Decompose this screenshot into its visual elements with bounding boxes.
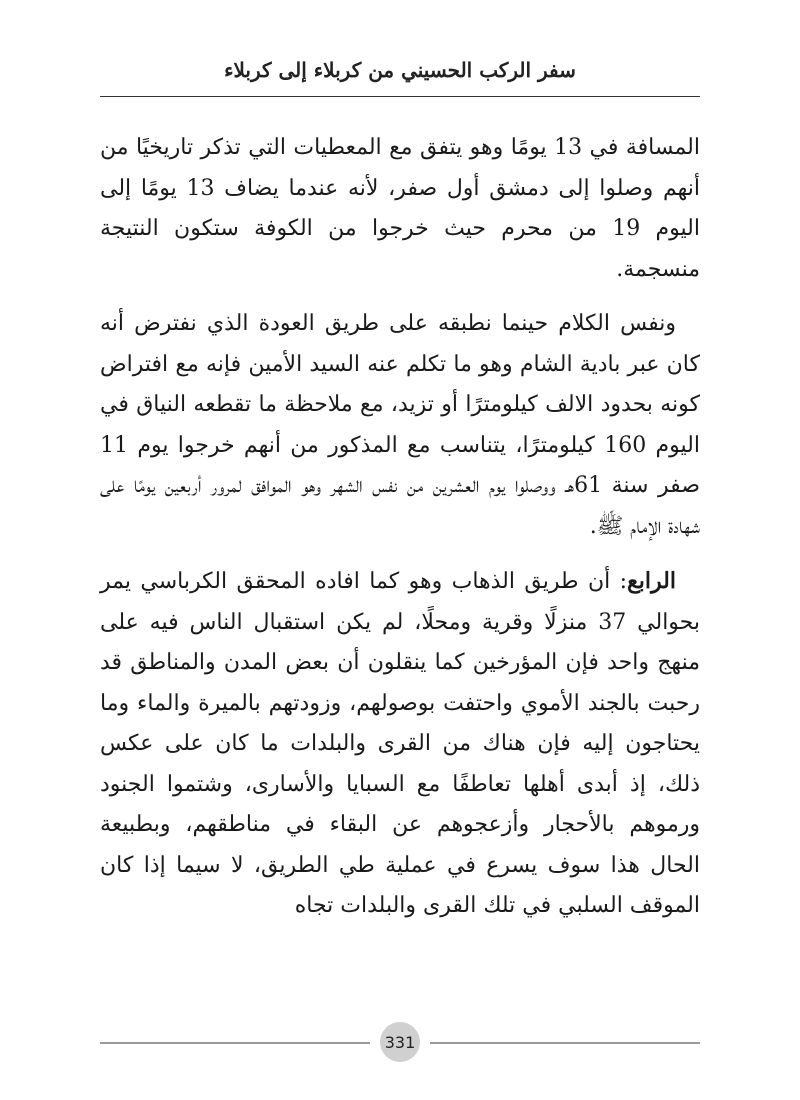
paragraph-3 xyxy=(100,561,700,927)
running-header-title: سفر الركب الحسيني من كربلاء إلى كربلاء xyxy=(224,58,576,82)
page-number-badge xyxy=(380,1022,420,1062)
footer-divider-left xyxy=(100,1042,370,1044)
page-number: 331 xyxy=(384,1032,416,1052)
paragraph-1 xyxy=(100,128,700,290)
paragraph-1-text: المسافة في 13 يومًا وهو يتفق مع المعطيات التي تذكر تاريخيًا من أنهم وصلوا إلى دمشق أول صفر، لأنه عندما يضاف 13 يومًا إلى اليوم 19 من محرم حيث خرجوا من الكوفة ستكون النتيجة منسجمة. xyxy=(100,135,700,282)
paragraph-3-lead-word: الرابع xyxy=(627,568,676,594)
paragraph-2 xyxy=(100,304,700,547)
paragraph-3-text: : أن طريق الذهاب وهو كما افاده المحقق الكرباسي يمر بحوالي 37 منزلًا وقرية ومحلًا، لم يكن استقبال الناس فيه على منهج واحد فإن المؤرخين كما ينقلون أن بعض المدن والمناطق قد رحبت بالجند الأموي واحتفت بوصولهم، وزودتهم بالميرة والماء وما يحتاجون إليه فإن هناك من القرى والبلدات ما كان على عكس ذلك، إذ أبدى أهلها تعاطفًا مع السبايا والأسارى، وشتموا الجنود ورموهم بالأحجار وأزعجوهم عن البقاء في مناطقهم، وبطبيعة الحال هذا سوف يسرع في عملية طي الطريق، لا سيما إذا كان الموقف السلبي في تلك القرى والبلدات تجاه xyxy=(100,569,700,918)
paragraph-2-text: ونفس الكلام حينما نطبقه على طريق العودة الذي نفترض أنه كان عبر بادية الشام وهو ما تكلم عنه السيد الأمين فإنه مع افتراض كونه بحدود الالف كيلومترًا أو تزيد، مع ملاحظة ما تقطعه النياق في اليوم 160 كيلومترًا، يتناسب مع المذكور من أنهم خرجوا يوم 11 صفر سنة 61هـ ووصلوا يوم العشرين من نفس الشهر وهو الموافق لمرور أربعين يومًا على شهادة الإمام ﷺ. xyxy=(100,311,700,539)
page-body xyxy=(100,128,700,927)
footer-divider-right xyxy=(430,1042,700,1044)
header-divider xyxy=(100,96,700,97)
page-footer xyxy=(100,1022,700,1062)
